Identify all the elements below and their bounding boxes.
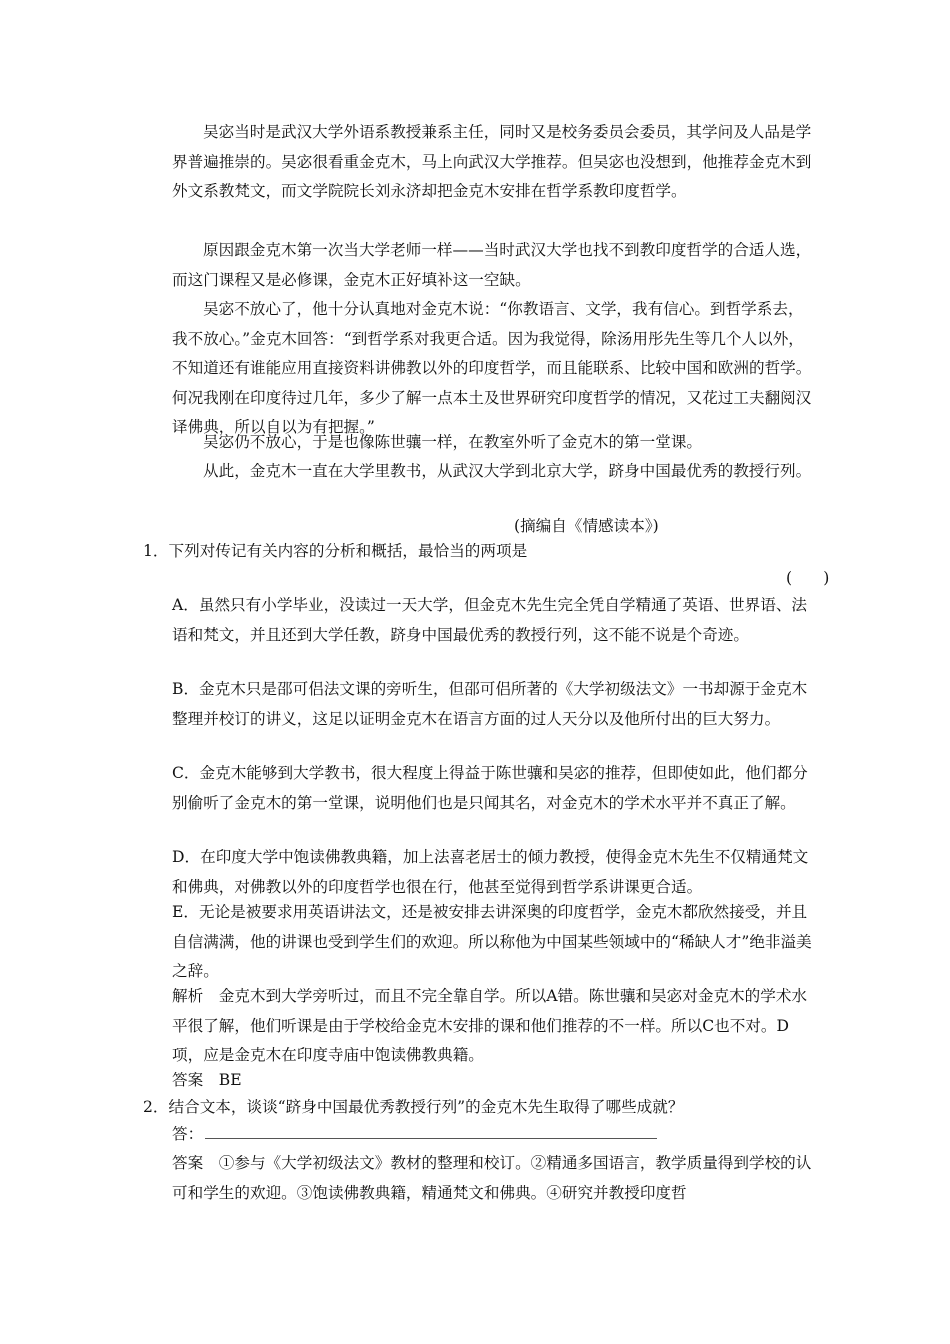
question-2-answer-label: 答： — [172, 1125, 204, 1143]
question-2-stem: 2．结合文本，谈谈“跻身中国最优秀教授行列”的金克木先生取得了哪些成就？ — [143, 1098, 684, 1116]
question-2-answer: 答案 ①参与《大学初级法文》教材的整理和校订。②精通多国语言，教学质量得到学校的认可和学生的欢迎。③饱读佛教典籍，精通梵文和佛典。④研究并教授印度哲 — [172, 1154, 812, 1202]
question-1-answer: 答案 BE — [172, 1071, 242, 1089]
passage-paragraph-2: 原因跟金克木第一次当大学老师一样——当时武汉大学也找不到教印度哲学的合适人选，而这门课程又是必修课，金克木正好填补这一空缺。 — [172, 241, 812, 289]
passage-paragraph-5: 从此，金克木一直在大学里教书，从武汉大学到北京大学，跻身中国最优秀的教授行列。 — [203, 462, 812, 480]
answer-blank-line — [205, 1138, 657, 1139]
question-1-analysis: 解析 金克木到大学旁听过，而且不完全靠自学。所以A错。陈世骧和吴宓对金克木的学术水平很了解，他们听课是由于学校给金克木安排的课和他们推荐的不一样。所以C也不对。D项，应是金克木在印度寺庙中饱读佛教典籍。 — [172, 987, 808, 1064]
question-1-option-a: A．虽然只有小学毕业，没读过一天大学，但金克木先生完全凭自学精通了英语、世界语、法语和梵文，并且还到大学任教，跻身中国最优秀的教授行列，这不能不说是个奇迹。 — [172, 596, 808, 644]
question-1-stem: 1．下列对传记有关内容的分析和概括，最恰当的两项是 — [143, 542, 528, 560]
question-1-answer-paren: ( ) — [786, 569, 830, 587]
passage-paragraph-4: 吴宓仍不放心，于是也像陈世骧一样，在教室外听了金克木的第一堂课。 — [203, 433, 703, 451]
passage-paragraph-3: 吴宓不放心了，他十分认真地对金克木说：“你教语言、文学，我有信心。到哲学系去，我不放心。”金克木回答：“到哲学系对我更合适。因为我觉得，除汤用彤先生等几个人以外，不知道还有谁能应用直接资料讲佛教以外的印度哲学，而且能联系、比较中国和欧洲的哲学。何况我刚在印度待过几年，多少了解一点本土及世界研究印度哲学的情况，又花过工夫翻阅汉译佛典，所以自以为有把握。” — [172, 300, 812, 436]
question-1-option-b: B．金克木只是邵可侣法文课的旁听生，但邵可侣所著的《大学初级法文》一书却源于金克木整理并校订的讲义，这足以证明金克木在语言方面的过人天分以及他所付出的巨大努力。 — [172, 680, 808, 728]
passage-source: (摘编自《情感读本》) — [514, 517, 659, 535]
question-1-option-c: C．金克木能够到大学教书，很大程度上得益于陈世骧和吴宓的推荐，但即使如此，他们都分别偷听了金克木的第一堂课，说明他们也是只闻其名，对金克木的学术水平并不真正了解。 — [172, 764, 808, 812]
question-1-option-e: E．无论是被要求用英语讲法文，还是被安排去讲深奥的印度哲学，金克木都欣然接受，并且自信满满，他的讲课也受到学生们的欢迎。所以称他为中国某些领域中的“稀缺人才”绝非溢美之辞。 — [172, 903, 812, 980]
passage-paragraph-1: 吴宓当时是武汉大学外语系教授兼系主任，同时又是校务委员会委员，其学问及人品是学界普遍推崇的。吴宓很看重金克木，马上向武汉大学推荐。但吴宓也没想到，他推荐金克木到外文系教梵文，而文学院院长刘永济却把金克木安排在哲学系教印度哲学。 — [172, 123, 812, 200]
question-1-option-d: D．在印度大学中饱读佛教典籍，加上法喜老居士的倾力教授，使得金克木先生不仅精通梵文和佛典，对佛教以外的印度哲学也很在行，他甚至觉得到哲学系讲课更合适。 — [172, 848, 809, 896]
